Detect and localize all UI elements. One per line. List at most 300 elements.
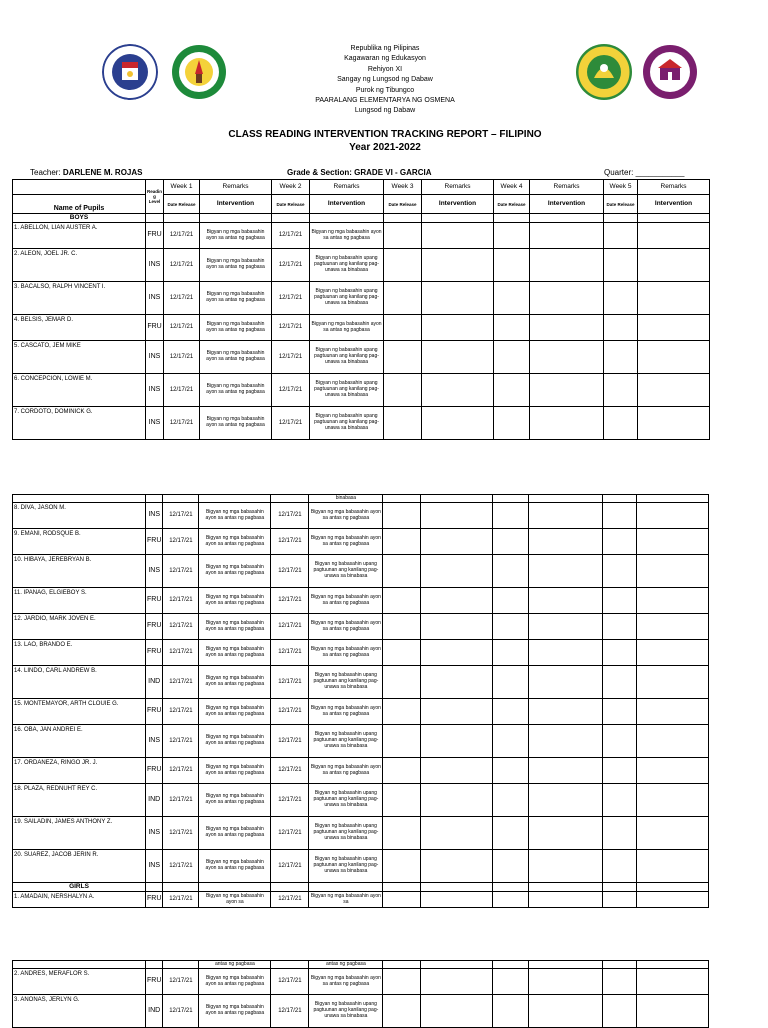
- remarks-week1: Bigyan ng mga babasahin ayon sa antas ng pagbasa: [199, 850, 271, 883]
- pupil-name: 3. ANONAS, JERLYN G.: [13, 995, 146, 1028]
- pupil-name: 1. AMADAIN, NERSHALYN A.: [13, 892, 146, 908]
- empty-cell: [603, 666, 637, 699]
- remarks-week2: Bigyan ng mga babasahin ayon sa antas ng pagbasa: [309, 640, 383, 666]
- empty-cell: [637, 640, 709, 666]
- date-release-week1: 12/17/21: [164, 223, 200, 249]
- col-remarks-2: Remarks: [310, 180, 384, 195]
- reading-level: INS: [146, 817, 163, 850]
- empty-cell: [421, 699, 493, 725]
- col-week3: Week 3: [384, 180, 422, 195]
- pupil-row: [13, 817, 709, 850]
- empty-cell: [529, 529, 603, 555]
- empty-cell: [603, 995, 637, 1028]
- empty-cell: [604, 315, 638, 341]
- empty-cell: [529, 817, 603, 850]
- empty-cell: [494, 249, 530, 282]
- date-release-week1: 12/17/21: [163, 995, 199, 1028]
- empty-cell: [421, 725, 493, 758]
- remarks-week2: Bigyan ng babasahin upang pagtuunan ang kanilang pag-unawa sa binabasa: [309, 995, 383, 1028]
- remarks-week2: Bigyan ng mga babasahin ayon sa antas ng pagbasa: [309, 758, 383, 784]
- empty-cell: [421, 640, 493, 666]
- col-pupils-top: [13, 180, 146, 195]
- empty-cell: [603, 784, 637, 817]
- empty-cell: [383, 666, 421, 699]
- empty-cell: [529, 892, 603, 908]
- empty-cell: [199, 495, 271, 503]
- pupil-row: [13, 725, 709, 758]
- col-reading-level: [146, 180, 164, 214]
- remarks-week1: Bigyan ng mga babasahin ayon sa antas ng pagbasa: [200, 407, 272, 440]
- empty-cell: [637, 588, 709, 614]
- empty-cell: [637, 892, 709, 908]
- remarks-week2: Bigyan ng babasahin upang pagtuunan ang kanilang pag-unawa sa binabasa: [309, 817, 383, 850]
- empty-cell: [603, 588, 637, 614]
- empty-cell: [494, 374, 530, 407]
- header-line: Purok ng Tibungco: [355, 86, 415, 94]
- pupil-name: 7. CORDOTO, DOMINICK G.: [13, 407, 146, 440]
- pupil-name: 17. ORDANEZA, RINGO JR. J.: [13, 758, 146, 784]
- empty-cell: [530, 223, 604, 249]
- empty-cell: [421, 588, 493, 614]
- pupil-row: [13, 374, 710, 407]
- empty-cell: [637, 883, 709, 892]
- pupil-row: [13, 315, 710, 341]
- teacher-info: [30, 168, 142, 177]
- remarks-week2: Bigyan ng babasahin upang pagtuunan ang kanilang pag-unawa sa binabasa: [310, 282, 384, 315]
- empty-cell: [603, 969, 637, 995]
- empty-cell: [163, 961, 199, 969]
- remarks-week2: Bigyan ng mga babasahin ayon sa antas ng pagbasa: [309, 588, 383, 614]
- empty-cell: [310, 214, 384, 223]
- empty-cell: [604, 223, 638, 249]
- reading-level: INS: [146, 503, 163, 529]
- empty-cell: [603, 883, 637, 892]
- date-release-week2: 12/17/21: [271, 640, 309, 666]
- pupil-row: [13, 407, 710, 440]
- date-release-week2: 12/17/21: [271, 758, 309, 784]
- empty-cell: [421, 758, 493, 784]
- remarks-week2: Bigyan ng mga babasahin ayon sa antas ng pagbasa: [309, 614, 383, 640]
- date-release-week1: 12/17/21: [164, 374, 200, 407]
- empty-cell: [603, 725, 637, 758]
- empty-cell: [638, 214, 710, 223]
- empty-cell: [494, 282, 530, 315]
- group-boys: BOYS: [13, 214, 146, 223]
- date-release-week1: 12/17/21: [163, 850, 199, 883]
- empty-cell: [604, 374, 638, 407]
- pupil-name: 16. OBA, JAN ANDREI E.: [13, 725, 146, 758]
- empty-cell: [493, 969, 529, 995]
- empty-cell: [493, 961, 529, 969]
- empty-cell: [164, 214, 200, 223]
- pupil-row: [13, 223, 710, 249]
- empty-cell: [603, 495, 637, 503]
- grade-info: [287, 168, 431, 177]
- remarks-week1: Bigyan ng mga babasahin ayon sa antas ng pagbasa: [199, 817, 271, 850]
- empty-cell: [384, 315, 422, 341]
- empty-cell: [422, 223, 494, 249]
- empty-cell: [637, 503, 709, 529]
- empty-cell: [493, 503, 529, 529]
- empty-cell: [529, 961, 603, 969]
- intervention-5: Intervention: [638, 195, 710, 214]
- empty-cell: [200, 214, 272, 223]
- empty-cell: [421, 817, 493, 850]
- pupil-name: 8. DIVA, JASON M.: [13, 503, 146, 529]
- empty-cell: [383, 555, 421, 588]
- pupil-row: [13, 614, 709, 640]
- intervention-2: Intervention: [310, 195, 384, 214]
- empty-cell: [529, 640, 603, 666]
- pupil-name: 13. LAO, BRANDO E.: [13, 640, 146, 666]
- empty-cell: [383, 961, 421, 969]
- remarks-week1: Bigyan ng mga babasahin ayon sa antas ng pagbasa: [200, 282, 272, 315]
- remarks-week2: Bigyan ng mga babasahin ayon sa: [309, 892, 383, 908]
- continued-row: [13, 495, 709, 503]
- empty-cell: [637, 758, 709, 784]
- pupil-name: 1. ABELLON, LIAN AUSTER A.: [13, 223, 146, 249]
- tibungco-district-seal-icon: [576, 44, 632, 100]
- intervention-1: Intervention: [200, 195, 272, 214]
- reading-level: FRU: [146, 614, 163, 640]
- pupil-row: [13, 588, 709, 614]
- empty-cell: [604, 407, 638, 440]
- empty-cell: [529, 995, 603, 1028]
- date-release-5: Date Release: [604, 195, 638, 214]
- empty-cell: [637, 961, 709, 969]
- col-remarks-3: Remarks: [422, 180, 494, 195]
- date-release-week1: 12/17/21: [163, 640, 199, 666]
- empty-cell: [637, 850, 709, 883]
- reading-level: FRU: [146, 588, 163, 614]
- empty-cell: [421, 892, 493, 908]
- reading-level-label: Readin g Level: [147, 189, 163, 204]
- intervention-3: Intervention: [422, 195, 494, 214]
- remarks-week1: Bigyan ng mga babasahin ayon sa antas ng pagbasa: [199, 995, 271, 1028]
- empty-cell: [530, 341, 604, 374]
- agency-header: [260, 44, 510, 117]
- empty-cell: [493, 850, 529, 883]
- remarks-week1: Bigyan ng mga babasahin ayon sa antas ng pagbasa: [200, 374, 272, 407]
- empty-cell: [271, 961, 309, 969]
- empty-cell: [421, 529, 493, 555]
- empty-cell: [637, 555, 709, 588]
- date-release-week2: 12/17/21: [272, 249, 310, 282]
- empty-cell: [421, 969, 493, 995]
- date-release-week1: 12/17/21: [163, 503, 199, 529]
- pupil-name: 18. PLAZA, REDNUHT REY C.: [13, 784, 146, 817]
- empty-cell: [638, 315, 710, 341]
- empty-cell: [603, 640, 637, 666]
- reading-level: FRU: [146, 758, 163, 784]
- empty-cell: [494, 223, 530, 249]
- empty-cell: [637, 699, 709, 725]
- reading-level: FRU: [146, 699, 163, 725]
- empty-cell: [421, 995, 493, 1028]
- remarks-week2: Bigyan ng babasahin upang pagtuunan ang kanilang pag-unawa sa binabasa: [309, 784, 383, 817]
- date-release-week1: 12/17/21: [164, 249, 200, 282]
- empty-cell: [529, 555, 603, 588]
- empty-cell: [529, 495, 603, 503]
- teacher-name: DARLENE M. ROJAS: [62, 168, 143, 177]
- pupil-name: 10. HIBAYA, JEREBRYAN B.: [13, 555, 146, 588]
- intervention-4: Intervention: [530, 195, 604, 214]
- date-release-week1: 12/17/21: [163, 555, 199, 588]
- tracking-table-page-3: [12, 960, 709, 1028]
- subheader-row: [13, 195, 710, 214]
- empty-cell: [422, 282, 494, 315]
- empty-cell: [383, 969, 421, 995]
- empty-cell: [493, 614, 529, 640]
- empty-cell: [384, 407, 422, 440]
- date-release-week2: 12/17/21: [271, 614, 309, 640]
- reading-level: INS: [146, 249, 164, 282]
- empty-cell: [383, 784, 421, 817]
- group-row: [13, 214, 710, 223]
- empty-cell: [383, 758, 421, 784]
- empty-cell: [638, 282, 710, 315]
- reading-level: FRU: [146, 892, 163, 908]
- empty-cell: [383, 892, 421, 908]
- empty-cell: [637, 495, 709, 503]
- date-release-week1: 12/17/21: [163, 758, 199, 784]
- date-release-week1: 12/17/21: [163, 969, 199, 995]
- remarks-continued: antas ng pagbasa: [309, 961, 383, 969]
- empty-cell: [383, 850, 421, 883]
- empty-cell: [493, 817, 529, 850]
- remarks-week2: Bigyan ng babasahin upang pagtuunan ang kanilang pag-unawa sa binabasa: [309, 850, 383, 883]
- pupil-row: [13, 249, 710, 282]
- reading-level: INS: [146, 282, 164, 315]
- pupil-row: [13, 282, 710, 315]
- pupil-name: 14. LINDO, CARL ANDREW B.: [13, 666, 146, 699]
- empty-cell: [529, 503, 603, 529]
- date-release-1: Date Release: [164, 195, 200, 214]
- osmena-elementary-seal-icon: [642, 44, 698, 100]
- pupil-row: [13, 850, 709, 883]
- empty-cell: [530, 407, 604, 440]
- empty-cell: [529, 758, 603, 784]
- empty-cell: [529, 666, 603, 699]
- empty-cell: [383, 699, 421, 725]
- empty-cell: [383, 529, 421, 555]
- empty-cell: [493, 666, 529, 699]
- reading-level: FRU: [146, 223, 164, 249]
- empty-cell: [604, 214, 638, 223]
- date-release-week2: 12/17/21: [271, 725, 309, 758]
- date-release-week2: 12/17/21: [271, 666, 309, 699]
- empty-cell: [384, 341, 422, 374]
- reading-level: INS: [146, 374, 164, 407]
- empty-cell: [493, 640, 529, 666]
- empty-cell: [383, 588, 421, 614]
- grade-label: Grade & Section:: [287, 168, 352, 177]
- empty-cell: [383, 503, 421, 529]
- remarks-week1: Bigyan ng mga babasahin ayon sa antas ng pagbasa: [199, 699, 271, 725]
- empty-cell: [383, 883, 421, 892]
- remarks-week1: Bigyan ng mga babasahin ayon sa antas ng pagbasa: [200, 249, 272, 282]
- pupil-row: [13, 503, 709, 529]
- empty-cell: [530, 374, 604, 407]
- empty-cell: [493, 892, 529, 908]
- empty-cell: [494, 341, 530, 374]
- date-release-week1: 12/17/21: [163, 892, 199, 908]
- date-release-4: Date Release: [494, 195, 530, 214]
- empty-cell: [530, 282, 604, 315]
- col-week4: Week 4: [494, 180, 530, 195]
- remarks-week1: Bigyan ng mga babasahin ayon sa antas ng pagbasa: [199, 529, 271, 555]
- date-release-week1: 12/17/21: [163, 588, 199, 614]
- date-release-3: Date Release: [384, 195, 422, 214]
- empty-cell: [637, 784, 709, 817]
- remarks-week1: Bigyan ng mga babasahin ayon sa antas ng pagbasa: [199, 784, 271, 817]
- davao-city-division-seal-icon: [171, 44, 227, 100]
- empty-cell: [603, 529, 637, 555]
- pupil-row: [13, 640, 709, 666]
- empty-cell: [530, 315, 604, 341]
- empty-cell: [383, 495, 421, 503]
- empty-cell: [604, 341, 638, 374]
- reading-level: FRU: [146, 315, 164, 341]
- remarks-continued: binabasa: [309, 495, 383, 503]
- continued-row: [13, 961, 709, 969]
- pupil-row: [13, 555, 709, 588]
- reading-level: FRU: [146, 529, 163, 555]
- empty-cell: [604, 282, 638, 315]
- empty-cell: [421, 784, 493, 817]
- remarks-week2: Bigyan ng babasahin upang pagtuunan ang kanilang pag-unawa sa binabasa: [310, 407, 384, 440]
- empty-cell: [421, 614, 493, 640]
- remarks-week2: Bigyan ng mga babasahin ayon sa antas ng pagbasa: [309, 969, 383, 995]
- tracking-table-page-2: [12, 494, 709, 908]
- pupil-row: [13, 969, 709, 995]
- empty-cell: [493, 883, 529, 892]
- pupil-row: [13, 529, 709, 555]
- date-release-week2: 12/17/21: [271, 699, 309, 725]
- empty-cell: [422, 341, 494, 374]
- reading-level: INS: [146, 725, 163, 758]
- group-row: [13, 883, 709, 892]
- header-line: Rehiyon XI: [367, 65, 403, 73]
- empty-cell: [529, 969, 603, 995]
- empty-cell: [638, 407, 710, 440]
- col-week1: Week 1: [164, 180, 200, 195]
- empty-cell: [603, 555, 637, 588]
- date-release-week2: 12/17/21: [271, 817, 309, 850]
- empty-cell: [421, 883, 493, 892]
- pupil-row: [13, 995, 709, 1028]
- empty-cell: [384, 374, 422, 407]
- reading-level: FRU: [146, 969, 163, 995]
- remarks-week1: Bigyan ng mga babasahin ayon sa antas ng pagbasa: [199, 588, 271, 614]
- empty-cell: [422, 249, 494, 282]
- empty-cell: [603, 892, 637, 908]
- date-release-week2: 12/17/21: [271, 850, 309, 883]
- empty-cell: [13, 961, 146, 969]
- empty-cell: [309, 883, 383, 892]
- pupil-row: [13, 758, 709, 784]
- date-release-week2: 12/17/21: [271, 588, 309, 614]
- empty-cell: [384, 223, 422, 249]
- date-release-week1: 12/17/21: [164, 341, 200, 374]
- pupil-row: [13, 666, 709, 699]
- empty-cell: [603, 758, 637, 784]
- header-line: Kagawaran ng Edukasyon: [344, 55, 426, 63]
- pupil-name: 15. MONTEMAYOR, ARTH CLOUIE G.: [13, 699, 146, 725]
- col-pupils: Name of Pupils: [13, 195, 146, 214]
- pupil-name: 2. ANDRES, MERAFLOR S.: [13, 969, 146, 995]
- empty-cell: [530, 249, 604, 282]
- pupil-row: [13, 784, 709, 817]
- empty-cell: [529, 883, 603, 892]
- empty-cell: [493, 495, 529, 503]
- col-remarks-4: Remarks: [530, 180, 604, 195]
- date-release-week1: 12/17/21: [163, 699, 199, 725]
- reading-level: INS: [146, 555, 163, 588]
- date-release-week2: 12/17/21: [271, 969, 309, 995]
- empty-cell: [493, 995, 529, 1028]
- empty-cell: [422, 315, 494, 341]
- empty-cell: [421, 503, 493, 529]
- empty-cell: [529, 699, 603, 725]
- header-row: [13, 180, 710, 195]
- date-release-week1: 12/17/21: [163, 784, 199, 817]
- pupil-name: 2. ALEON, JOEL JR. C.: [13, 249, 146, 282]
- date-release-week1: 12/17/21: [163, 725, 199, 758]
- remarks-week1: Bigyan ng mga babasahin ayon sa antas ng pagbasa: [200, 223, 272, 249]
- empty-cell: [163, 495, 199, 503]
- tracking-table-page-1: [12, 179, 710, 440]
- empty-cell: [603, 817, 637, 850]
- col-week2: Week 2: [272, 180, 310, 195]
- empty-cell: [529, 614, 603, 640]
- remarks-week1: Bigyan ng mga babasahin ayon sa: [199, 892, 271, 908]
- pupil-row: [13, 892, 709, 908]
- date-release-week2: 12/17/21: [272, 223, 310, 249]
- date-release-week2: 12/17/21: [272, 407, 310, 440]
- date-release-week2: 12/17/21: [271, 995, 309, 1028]
- empty-cell: [603, 503, 637, 529]
- empty-cell: [421, 961, 493, 969]
- empty-cell: [271, 883, 309, 892]
- col-remarks-1: Remarks: [200, 180, 272, 195]
- empty-cell: [494, 214, 530, 223]
- remarks-week1: Bigyan ng mga babasahin ayon sa antas ng pagbasa: [199, 725, 271, 758]
- date-release-week2: 12/17/21: [271, 784, 309, 817]
- remarks-week2: Bigyan ng babasahin upang pagtuunan ang kanilang pag-unawa sa binabasa: [310, 341, 384, 374]
- quarter-field: Quarter: ___________: [604, 168, 685, 177]
- empty-cell: [271, 495, 309, 503]
- empty-cell: [603, 850, 637, 883]
- remarks-week1: Bigyan ng mga babasahin ayon sa antas ng pagbasa: [199, 758, 271, 784]
- pupil-name: 5. CASCATO, JEM MIKE: [13, 341, 146, 374]
- empty-cell: [421, 850, 493, 883]
- empty-cell: [163, 883, 199, 892]
- header-line: PAARALANG ELEMENTARYA NG OSMENA: [315, 97, 455, 105]
- date-release-week2: 12/17/21: [271, 555, 309, 588]
- empty-cell: [603, 961, 637, 969]
- group-girls: GIRLS: [13, 883, 146, 892]
- empty-cell: [603, 614, 637, 640]
- empty-cell: [637, 666, 709, 699]
- reading-level: INS: [146, 407, 164, 440]
- empty-cell: [529, 850, 603, 883]
- deped-seal-icon: [102, 44, 158, 100]
- empty-cell: [384, 214, 422, 223]
- empty-cell: [638, 223, 710, 249]
- remarks-week1: Bigyan ng mga babasahin ayon sa antas ng pagbasa: [200, 315, 272, 341]
- remarks-week2: Bigyan ng mga babasahin ayon sa antas ng pagbasa: [310, 223, 384, 249]
